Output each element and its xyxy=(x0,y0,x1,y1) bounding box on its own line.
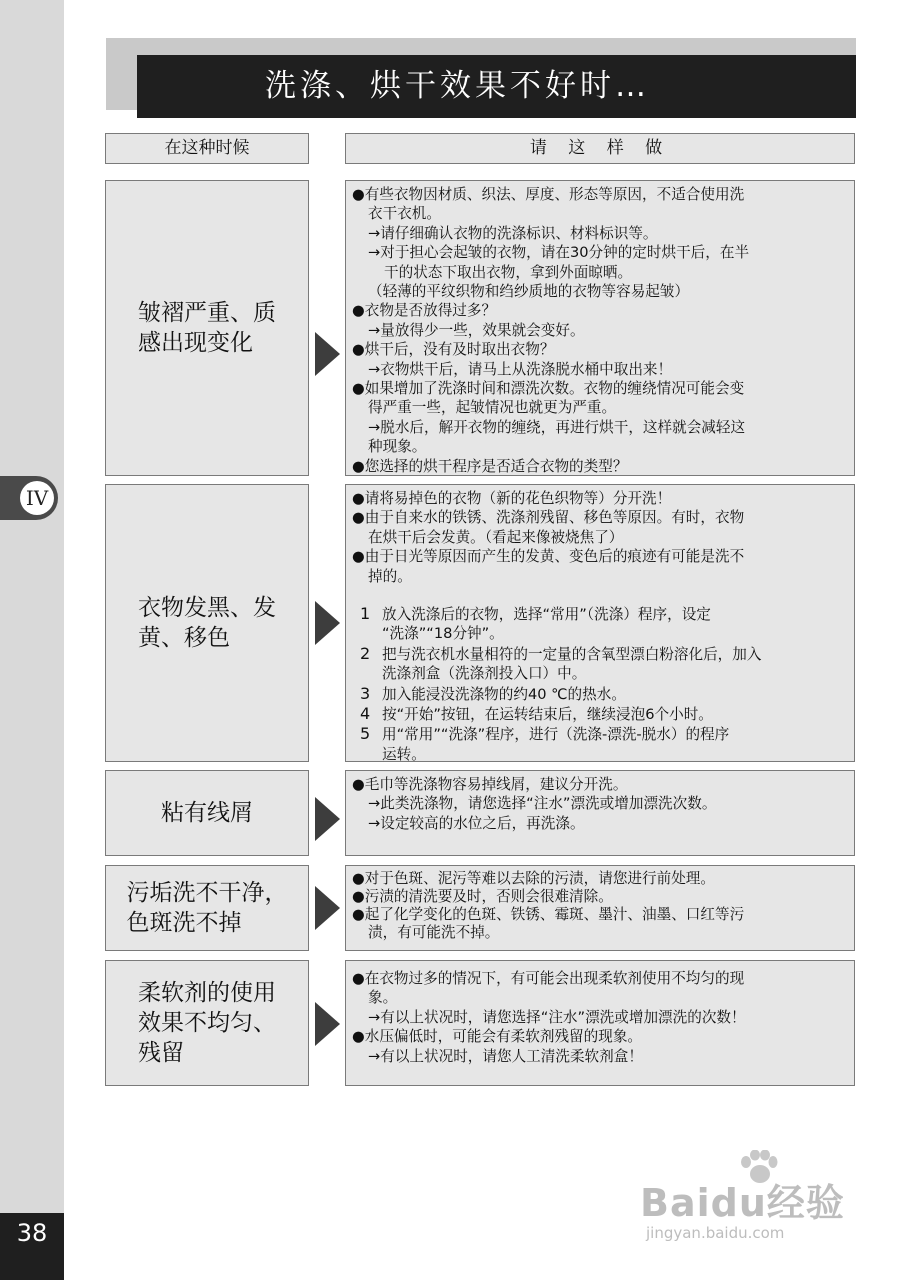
header-do: 请 这 样 做 xyxy=(345,133,855,164)
arrow-right-icon xyxy=(315,886,340,930)
condition-text: 污垢洗不干净， 色斑洗不掉 xyxy=(126,880,288,936)
solution-line: ●如果增加了洗涤时间和漂洗次数。衣物的缠绕情况可能会变 xyxy=(352,380,745,398)
watermark-url: jingyan.baidu.com xyxy=(646,1224,785,1242)
solution-line: ●您选择的烘干程序是否适合衣物的类型？ xyxy=(352,457,628,475)
condition-text: 衣物发黑、发 黄、移色 xyxy=(138,595,276,651)
step-text: 把与洗衣机水量相符的一定量的含氧型漂白粉溶化后，加入 xyxy=(382,645,762,663)
page-number: 38 xyxy=(16,1219,48,1247)
step-number: 4 xyxy=(360,704,371,724)
condition-discoloration xyxy=(105,484,309,762)
side-strip xyxy=(0,0,64,1280)
condition-text: 柔软剂的使用 效果不均匀、 残留 xyxy=(138,980,276,1066)
step-line xyxy=(352,724,848,744)
solution-line: →对于担心会起皱的衣物，请在30分钟的定时烘干后，在半 xyxy=(368,244,750,262)
solution-line: ●衣物是否放得过多？ xyxy=(352,302,497,320)
condition-softener xyxy=(105,960,309,1086)
solution-line: （轻薄的平纹织物和绉纱质地的衣物等容易起皱） xyxy=(368,283,690,301)
solution-softener xyxy=(345,960,855,1086)
solution-line: ●污渍的清洗要及时，否则会很难清除。 xyxy=(352,888,613,905)
step-number: 2 xyxy=(360,643,371,663)
solution-line: ●有些衣物因材质、织法、厚度、形态等原因，不适合使用洗 xyxy=(352,186,745,203)
solution-line: ●由于自来水的铁锈、洗涤剂残留、移色等原因。有时，衣物 xyxy=(352,509,745,527)
step-number: 3 xyxy=(360,683,371,703)
arrow-right-icon xyxy=(315,332,340,376)
solution-line: 得严重一些，起皱情况也就更为严重。 xyxy=(368,399,617,417)
solution-line: →有以上状况时，请您选择“注水”漂洗或增加漂洗的次数！ xyxy=(368,1008,746,1026)
solution-line: →脱水后，解开衣物的缠绕，再进行烘干，这样就会减轻这 xyxy=(368,418,746,436)
solution-line: ●由于日光等原因而产生的发黄、变色后的痕迹有可能是洗不 xyxy=(352,548,745,566)
chapter-badge: IV xyxy=(20,481,54,515)
solution-line: 衣干衣机。 xyxy=(368,205,441,223)
solution-lint xyxy=(345,770,855,856)
page-number-box xyxy=(0,1213,64,1280)
step-line xyxy=(352,604,848,624)
solution-line: 干的状态下取出衣物，拿到外面晾晒。 xyxy=(384,263,633,281)
step-text: 放入洗涤后的衣物，选择“常用”（洗涤）程序，设定 xyxy=(382,606,711,624)
step-number: 5 xyxy=(360,724,371,744)
step-line: 洗涤剂盒（洗涤剂投入口）中。 xyxy=(382,665,587,683)
solution-line: ●毛巾等洗涤物容易掉线屑，建议分开洗。 xyxy=(352,776,628,793)
solution-line: 在烘干后会发黄。（看起来像被烧焦了） xyxy=(368,528,624,546)
solution-line: →量放得少一些，效果就会变好。 xyxy=(368,321,585,339)
watermark-logo: Baidu经验 xyxy=(640,1181,845,1225)
step-text: 用“常用”“洗涤”程序，进行（洗涤-漂洗-脱水）的程序 xyxy=(382,726,730,744)
condition-stains xyxy=(105,865,309,951)
solution-line: ●水压偏低时，可能会有柔软剂残留的现象。 xyxy=(352,1028,643,1046)
arrow-right-icon xyxy=(315,1002,340,1046)
solution-line: →此类洗涤物，请您选择“注水”漂洗或增加漂洗次数。 xyxy=(368,795,717,813)
condition-lint xyxy=(105,770,309,856)
solution-line: →请仔细确认衣物的洗涤标识、材料标识等。 xyxy=(368,224,658,242)
baidu-watermark xyxy=(640,1150,870,1250)
solution-discoloration xyxy=(345,484,855,762)
solution-line: →衣物烘干后，请马上从洗涤脱水桶中取出来！ xyxy=(368,360,673,378)
spacer xyxy=(352,586,848,604)
step-text: 加入能浸没洗涤物的约40 ℃的热水。 xyxy=(382,685,626,703)
step-line xyxy=(352,704,848,724)
arrow-right-icon xyxy=(315,797,340,841)
step-line xyxy=(352,684,848,704)
solution-line: 渍，有可能洗不掉。 xyxy=(368,924,500,941)
header-when: 在这种时候 xyxy=(105,133,309,164)
condition-text: 皱褶严重、质 感出现变化 xyxy=(138,300,276,356)
solution-line: ●请将易掉色的衣物（新的花色织物等）分开洗！ xyxy=(352,490,672,507)
step-line xyxy=(352,644,848,664)
solution-line: 种现象。 xyxy=(368,438,427,456)
solution-line: ●起了化学变化的色斑、铁锈、霉斑、墨汁、油墨、口红等污 xyxy=(352,906,745,923)
solution-wrinkles xyxy=(345,180,855,476)
step-text: 按“开始”按钮，在运转结束后，继续浸泡6个小时。 xyxy=(382,706,713,724)
solution-line: ●对于色斑、泥污等难以去除的污渍，请您进行前处理。 xyxy=(352,870,715,887)
solution-line: ●在衣物过多的情况下，有可能会出现柔软剂使用不均匀的现 xyxy=(352,970,745,987)
solution-line: →有以上状况时，请您人工清洗柔软剂盒！ xyxy=(368,1047,643,1065)
solution-line: 象。 xyxy=(368,989,398,1007)
arrow-right-icon xyxy=(315,601,340,645)
step-line: 运转。 xyxy=(382,745,426,763)
condition-text: 粘有线屑 xyxy=(161,800,253,826)
condition-wrinkles xyxy=(105,180,309,476)
step-line: “洗涤”“18分钟”。 xyxy=(382,625,504,643)
solution-line: ●烘干后，没有及时取出衣物？ xyxy=(352,341,555,359)
solution-line: →设定较高的水位之后，再洗涤。 xyxy=(368,814,585,832)
solution-line: 掉的。 xyxy=(368,567,412,585)
solution-stains xyxy=(345,865,855,951)
page-title: 洗涤、烘干效果不好时… xyxy=(137,55,856,118)
step-number: 1 xyxy=(360,604,371,624)
